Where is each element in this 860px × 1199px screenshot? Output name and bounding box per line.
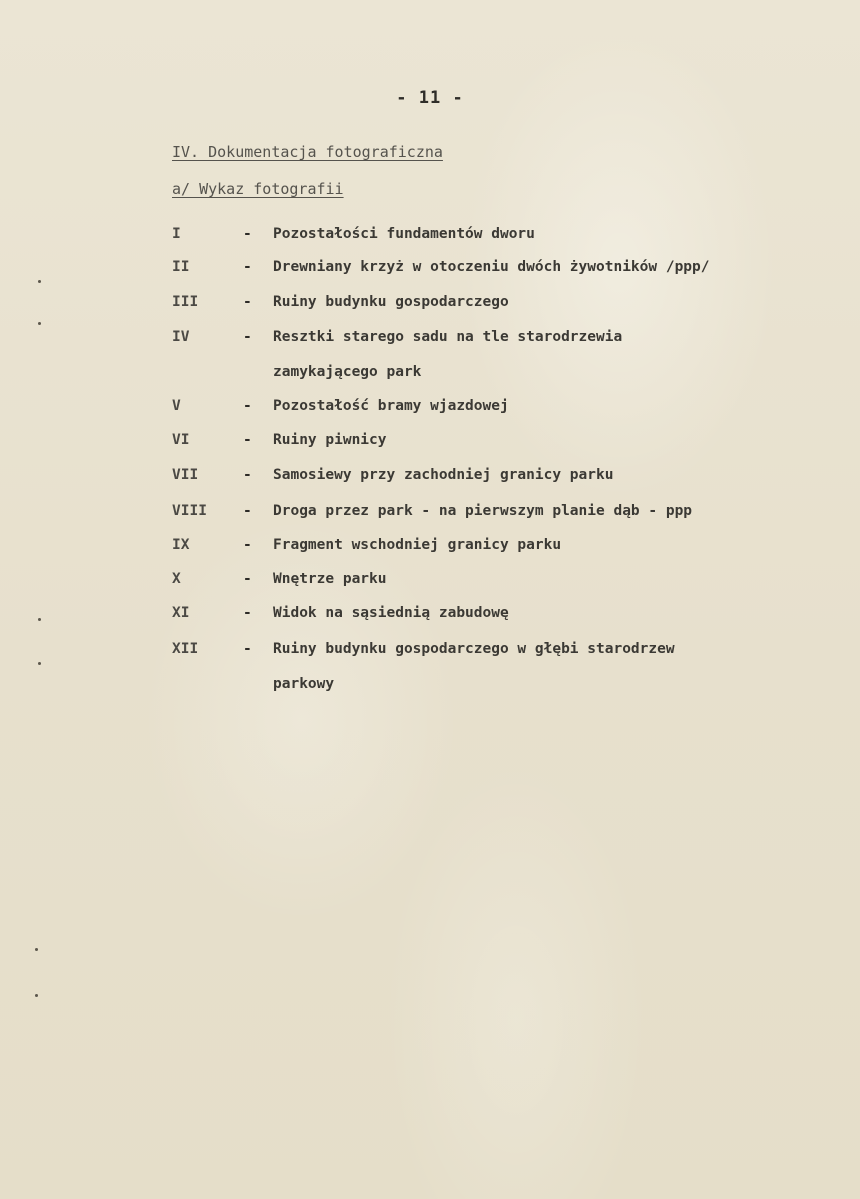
list-item — [0, 329, 860, 351]
entry-dash: - — [243, 432, 252, 448]
entry-description: Pozostałości fundamentów dworu — [273, 226, 535, 242]
list-item — [0, 432, 860, 454]
entry-number: II — [172, 259, 190, 275]
entry-number: VII — [172, 467, 199, 483]
entry-description: Wnętrze parku — [273, 571, 387, 587]
entry-continuation: parkowy — [273, 676, 335, 692]
entry-number: VIII — [172, 503, 207, 519]
entry-description: Resztki starego sadu na tle starodrzewia — [273, 329, 623, 345]
entry-description: Droga przez park - na pierwszym planie dąb - ppp — [273, 503, 693, 519]
page-number: - 11 - — [396, 88, 464, 108]
entry-number: XII — [172, 641, 199, 657]
entry-dash: - — [243, 605, 252, 621]
punch-hole-mark — [35, 948, 38, 951]
entry-dash: - — [243, 329, 252, 345]
entry-dash: - — [243, 641, 252, 657]
entry-dash: - — [243, 294, 252, 310]
list-item — [0, 605, 860, 627]
entry-number: III — [172, 294, 199, 310]
entry-description: Ruiny budynku gospodarczego — [273, 294, 509, 310]
punch-hole-mark — [38, 322, 41, 325]
entry-dash: - — [243, 503, 252, 519]
punch-hole-mark — [35, 994, 38, 997]
list-item — [0, 571, 860, 593]
entry-number: XI — [172, 605, 190, 621]
list-item — [0, 537, 860, 559]
entry-description: Drewniany krzyż w otoczeniu dwóch żywotników /ppp/ — [273, 259, 710, 275]
entry-number: IX — [172, 537, 190, 553]
list-item — [0, 503, 860, 525]
section-heading: IV. Dokumentacja fotograficzna — [172, 143, 443, 161]
entry-description: Pozostałość bramy wjazdowej — [273, 398, 509, 414]
entry-dash: - — [243, 398, 252, 414]
entry-dash: - — [243, 537, 252, 553]
list-item — [0, 398, 860, 420]
entry-description: Fragment wschodniej granicy parku — [273, 537, 562, 553]
entry-number: V — [172, 398, 181, 414]
entry-number: VI — [172, 432, 190, 448]
entry-number: I — [172, 226, 181, 242]
list-item — [0, 259, 860, 281]
entry-dash: - — [243, 259, 252, 275]
entry-description: Ruiny budynku gospodarczego w głębi starodrzew — [273, 641, 675, 657]
entry-description: Widok na sąsiednią zabudowę — [273, 605, 509, 621]
list-item — [0, 226, 860, 248]
entry-dash: - — [243, 571, 252, 587]
entry-description: Samosiewy przy zachodniej granicy parku — [273, 467, 614, 483]
subheading: a/ Wykaz fotografii — [172, 180, 344, 198]
entry-description: Ruiny piwnicy — [273, 432, 387, 448]
list-item — [0, 641, 860, 663]
list-item — [0, 294, 860, 316]
entry-dash: - — [243, 467, 252, 483]
entry-dash: - — [243, 226, 252, 242]
entry-number: X — [172, 571, 181, 587]
entry-number: IV — [172, 329, 190, 345]
entry-continuation: zamykającego park — [273, 364, 422, 380]
list-item — [0, 467, 860, 489]
